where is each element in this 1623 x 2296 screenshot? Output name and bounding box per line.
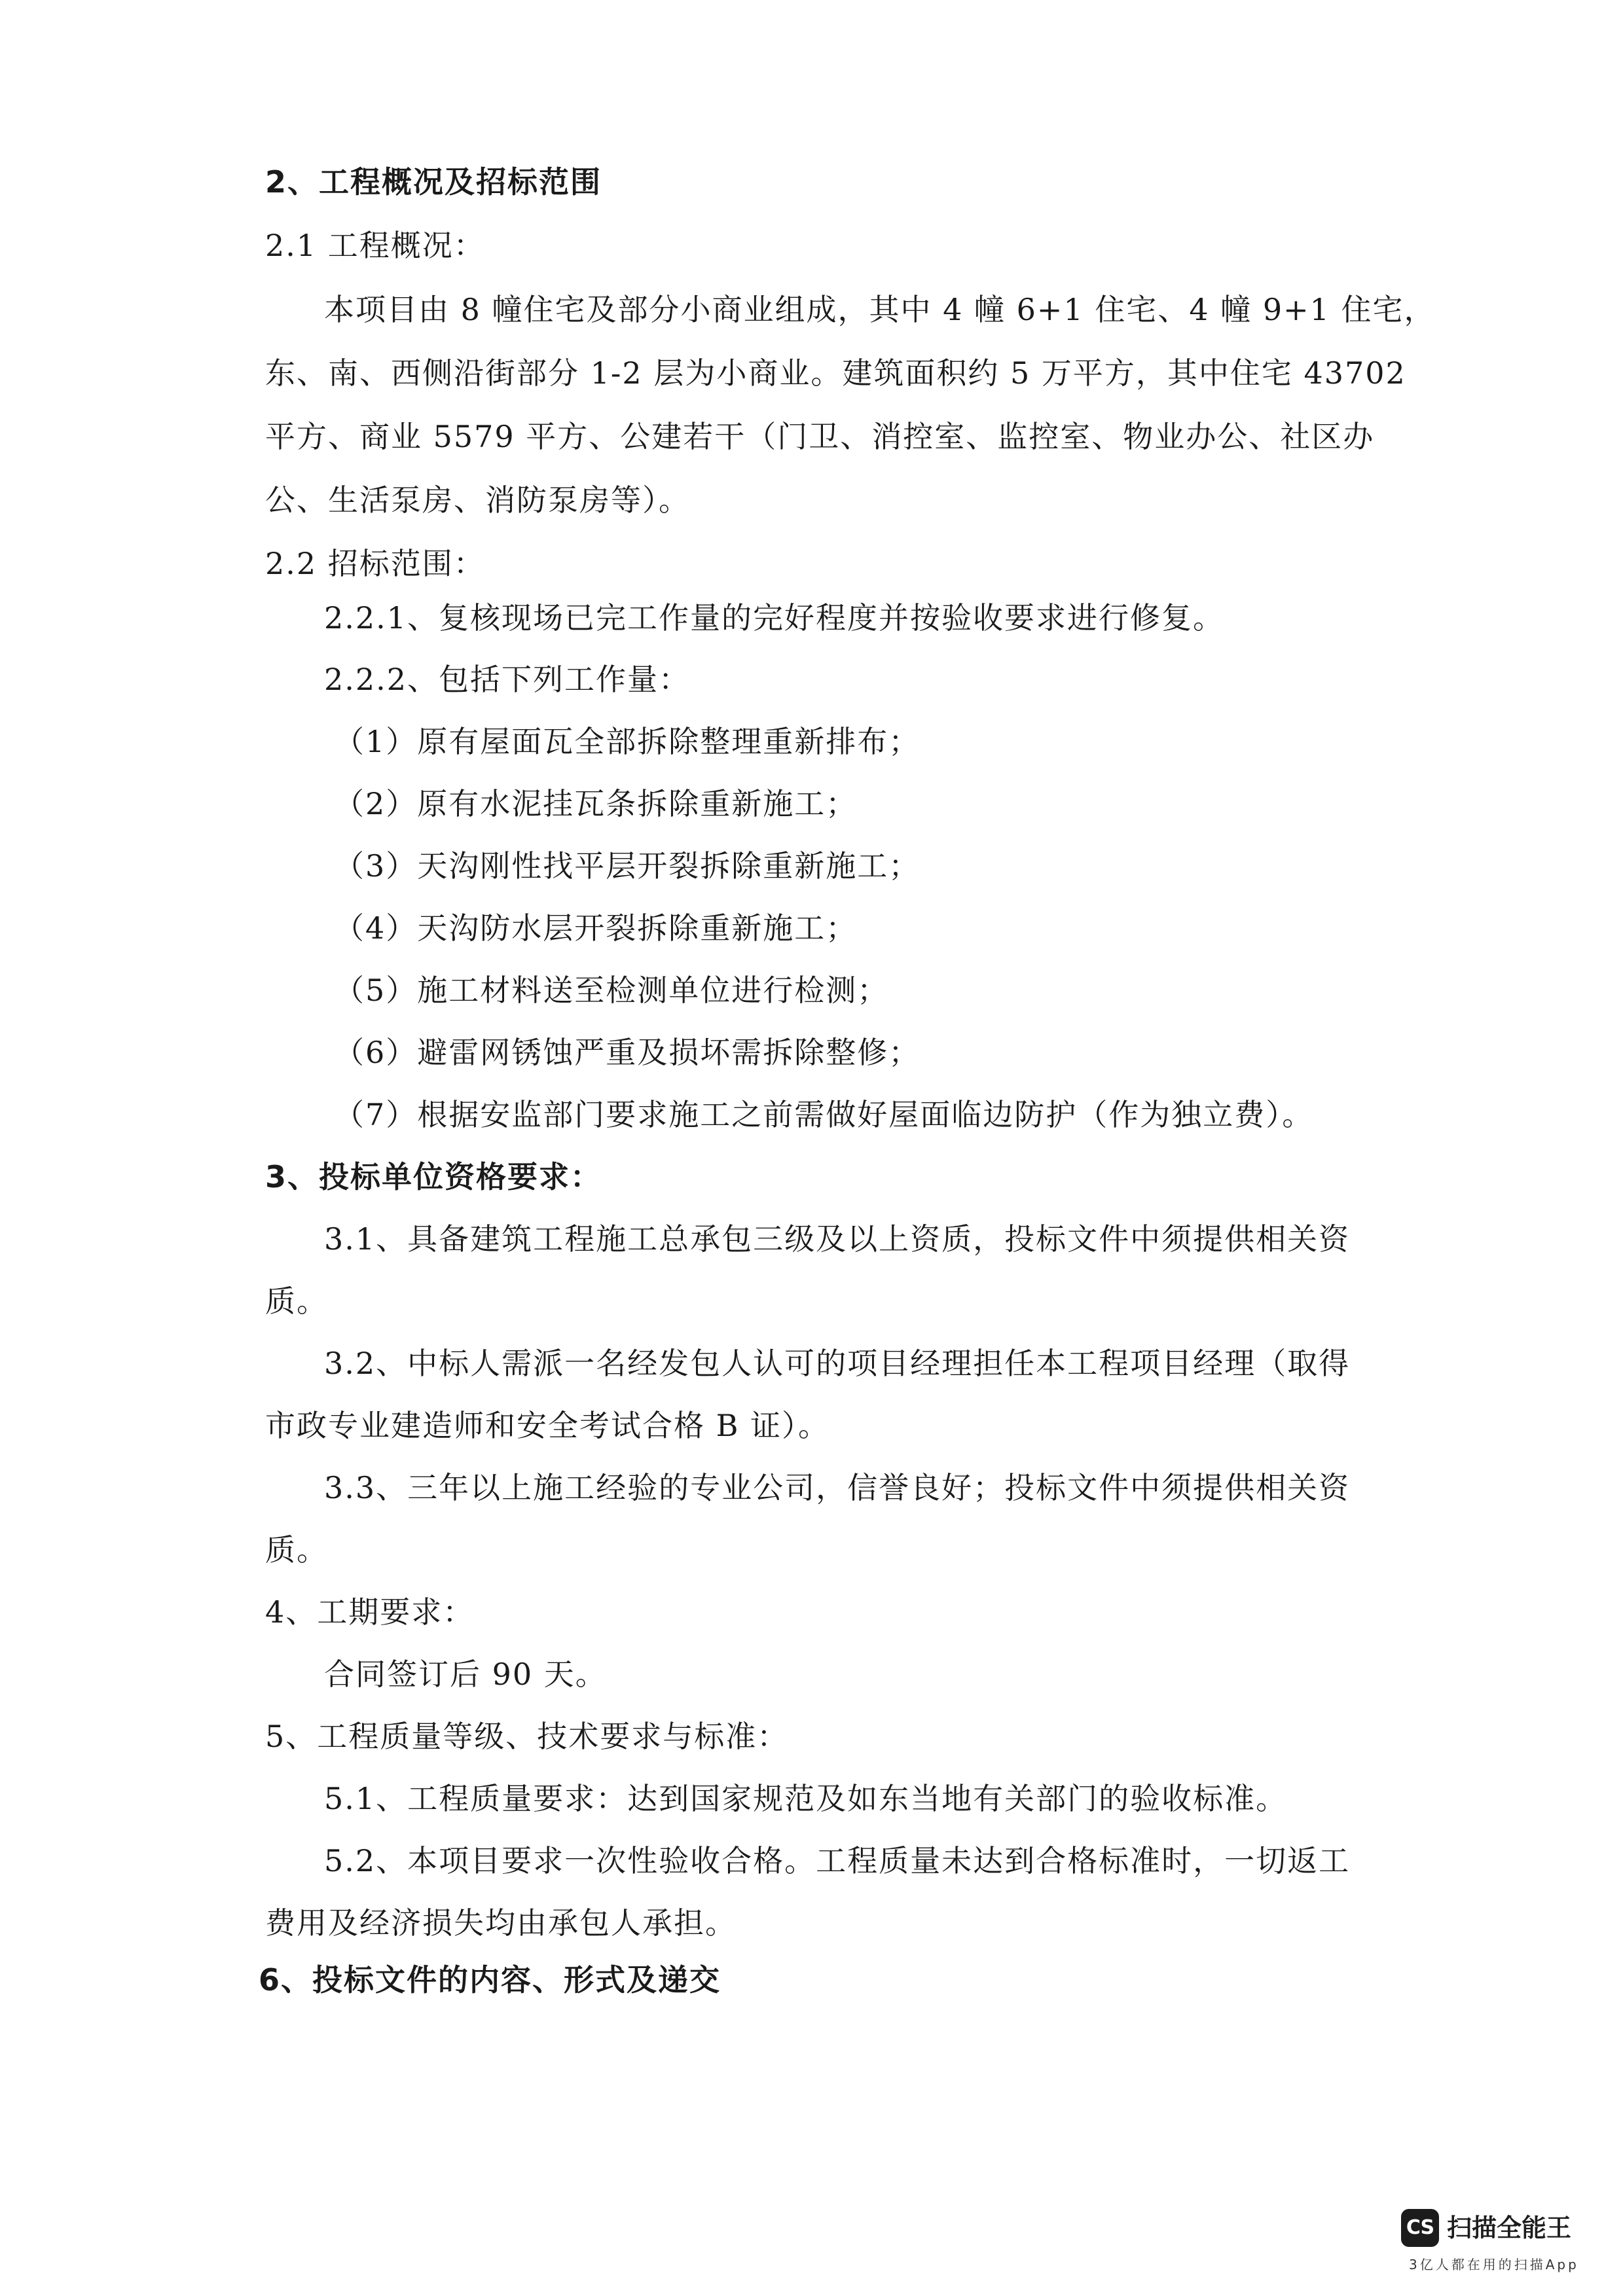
section-2-heading: 2、工程概况及招标范围 (265, 164, 602, 200)
subsection-2-2-heading: 2.2 招标范围： (265, 546, 485, 581)
paragraph-line: 质。 (265, 1532, 328, 1568)
item-2-2-2: 2.2.2、包括下列工作量： (324, 662, 691, 697)
scanner-watermark (1401, 2209, 1597, 2281)
paragraph-line: 5.1、工程质量要求：达到国家规范及如东当地有关部门的验收标准。 (324, 1781, 1288, 1816)
list-item: （5）施工材料送至检测单位进行检测； (334, 973, 889, 1008)
paragraph-line: 公、生活泵房、消防泵房等）。 (265, 482, 690, 518)
watermark-subtitle: 3亿人都在用的扫描App (1409, 2257, 1579, 2272)
section-6-heading: 6、投标文件的内容、形式及递交 (259, 1962, 721, 1998)
paragraph-line: 平方、商业 5579 平方、公建若干（门卫、消控室、监控室、物业办公、社区办 (265, 419, 1375, 454)
list-item: （7）根据安监部门要求施工之前需做好屋面临边防护（作为独立费）。 (334, 1097, 1314, 1132)
paragraph-line: 本项目由 8 幢住宅及部分小商业组成，其中 4 幢 6+1 住宅、4 幢 9+1 住宅， (324, 292, 1436, 327)
paragraph-line: 3.2、中标人需派一名经发包人认可的项目经理担任本工程项目经理（取得 (324, 1346, 1351, 1381)
section-4-heading: 4、工期要求： (265, 1594, 475, 1630)
subsection-2-1-heading: 2.1 工程概况： (265, 228, 485, 263)
list-item: （6）避雷网锈蚀严重及损坏需拆除整修； (334, 1035, 921, 1070)
paragraph-line: 费用及经济损失均由承包人承担。 (265, 1905, 737, 1941)
paragraph-line: 质。 (265, 1283, 328, 1319)
paragraph-line: 5.2、本项目要求一次性验收合格。工程质量未达到合格标准时，一切返工 (324, 1843, 1351, 1878)
list-item: （2）原有水泥挂瓦条拆除重新施工； (334, 786, 858, 821)
paragraph-line: 合同签订后 90 天。 (324, 1657, 607, 1692)
item-2-2-1: 2.2.1、复核现场已完工作量的完好程度并按验收要求进行修复。 (324, 600, 1225, 636)
camscanner-logo-icon: CS (1401, 2209, 1439, 2247)
paragraph-line: 3.1、具备建筑工程施工总承包三级及以上资质，投标文件中须提供相关资 (324, 1221, 1351, 1257)
paragraph-line: 市政专业建造师和安全考试合格 B 证）。 (265, 1408, 830, 1443)
list-item: （3）天沟刚性找平层开裂拆除重新施工； (334, 848, 921, 884)
paragraph-line: 东、南、西侧沿街部分 1-2 层为小商业。建筑面积约 5 万平方，其中住宅 43702 (265, 355, 1406, 391)
paragraph-line: 3.3、三年以上施工经验的专业公司，信誉良好；投标文件中须提供相关资 (324, 1470, 1351, 1505)
list-item: （4）天沟防水层开裂拆除重新施工； (334, 910, 858, 946)
section-3-heading: 3、投标单位资格要求： (265, 1159, 602, 1194)
section-5-heading: 5、工程质量等级、技术要求与标准： (265, 1719, 789, 1754)
list-item: （1）原有屋面瓦全部拆除整理重新排布； (334, 724, 921, 759)
watermark-title: 扫描全能王 (1447, 2214, 1572, 2242)
